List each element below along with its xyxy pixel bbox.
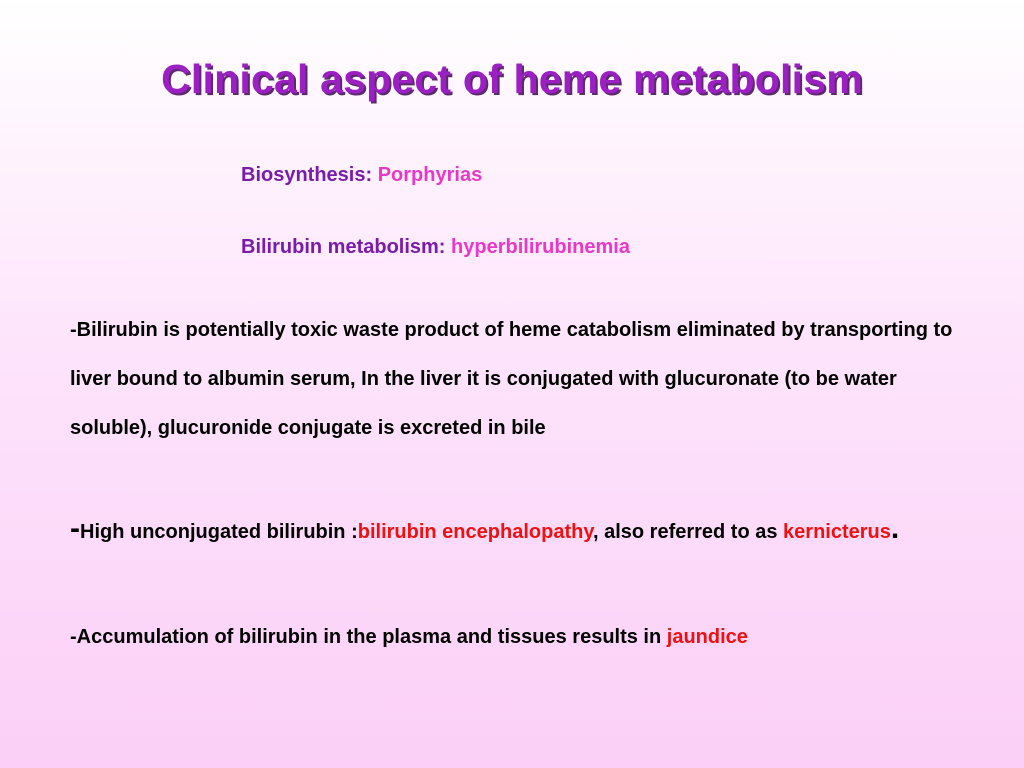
slide-title: Clinical aspect of heme metabolism — [161, 56, 863, 102]
unconjugated-bilirubin-paragraph — [70, 505, 970, 556]
paragraph-text-before: High unconjugated bilirubin : — [80, 521, 358, 543]
bilirubin-metabolism-line — [241, 236, 630, 259]
paragraph-text-middle: , also referred to as — [592, 521, 784, 543]
bilirubin-metabolism-value: hyperbilirubinemia — [451, 236, 630, 258]
biosynthesis-line — [241, 164, 482, 187]
accumulation-paragraph — [70, 622, 970, 652]
paragraph-end-dot: . — [890, 512, 900, 545]
jaundice-highlight: jaundice — [666, 626, 748, 648]
accumulation-text: -Accumulation of bilirubin in the plasma and tissues results in — [70, 626, 667, 648]
kernicterus-highlight: kernicterus — [783, 521, 891, 543]
bilirubin-toxicity-paragraph: -Bilirubin is potentially toxic waste product of heme catabolism eliminated by transporting to liver bound to albumin serum, In the liver it is conjugated with glucuronate (to be water soluble), glucuronide conjugate is excreted in bile — [70, 319, 953, 439]
bilirubin-metabolism-label: Bilirubin metabolism: — [241, 236, 452, 258]
biosynthesis-label: Biosynthesis: — [241, 164, 378, 186]
encephalopathy-highlight: bilirubin encephalopathy — [357, 521, 593, 543]
paragraph-dash: - — [70, 512, 80, 545]
biosynthesis-value: Porphyrias — [377, 164, 483, 186]
